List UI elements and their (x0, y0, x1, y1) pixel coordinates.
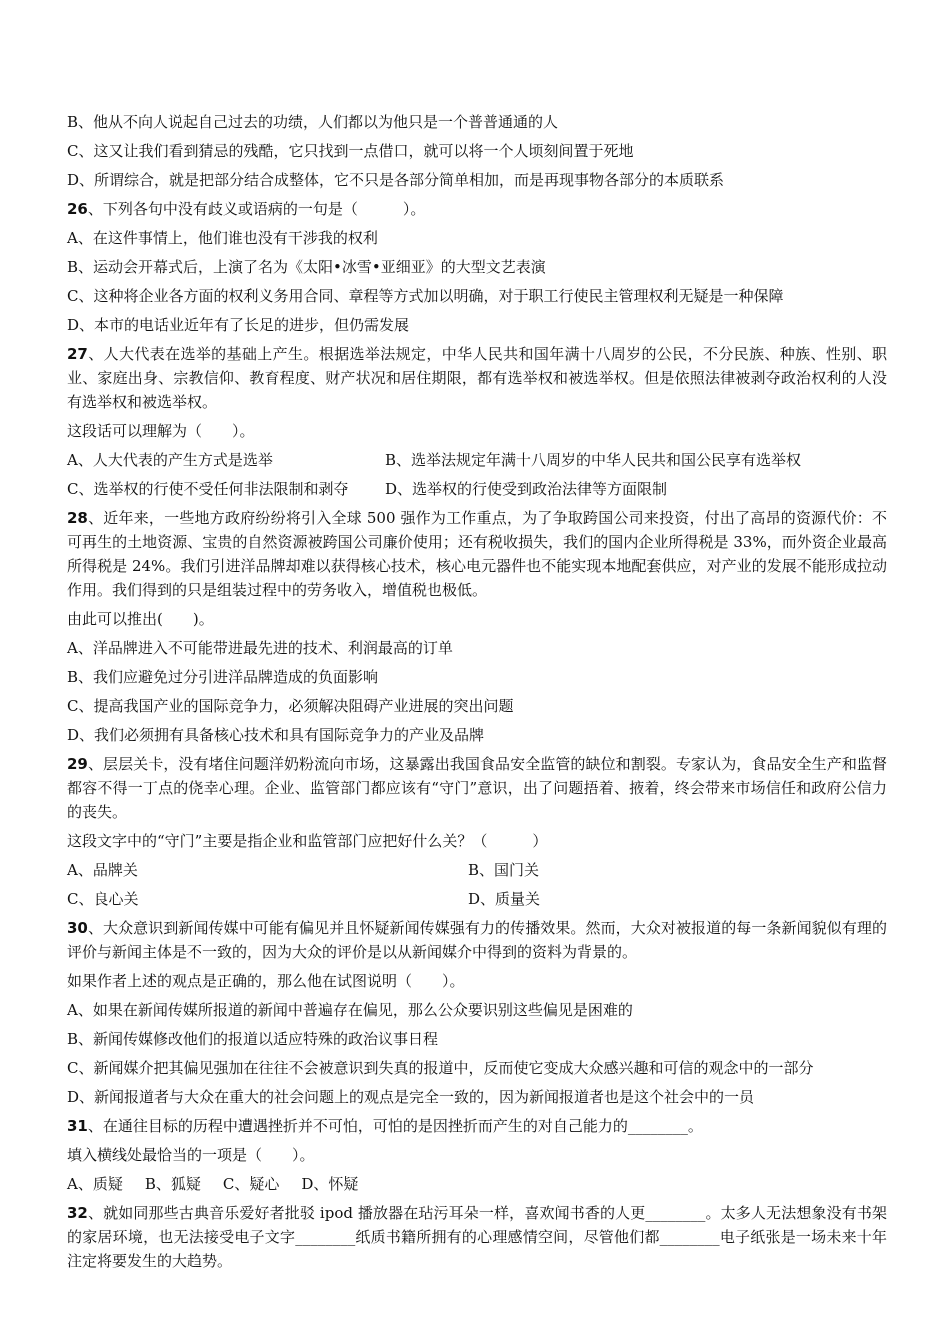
document-page (67, 108, 887, 1276)
question-text: 、大众意识到新闻传媒中可能有偏见并且怀疑新闻传媒强有力的传播效果。然而，大众对被报道的每一条新闻貌似有理的评价与新闻主体是不一致的，因为大众的评价是以从新闻媒介中得到的资料为背景的。 (67, 919, 887, 961)
question-27-stem (67, 340, 887, 417)
question-text: 、近年来，一些地方政府纷纷将引入全球 500 强作为工作重点，为了争取跨国公司来投资，付出了高昂的资源代价：不可再生的土地资源、宝贵的自然资源被跨国公司廉价使用；还有税收损失，我们的国内企业所得税是 33%，而外资企业最高所得税是 24%。我们引进洋品牌却难以获得核心技术，核心电元器件也不能实现本地配套供应，对产业的发展不能形成拉动作用。我们得到的只是组装过程中的劳务收入，增值税也极低。 (67, 509, 887, 599)
question-number: 32 (67, 1204, 88, 1222)
option-b: B、我们应避免过分引进洋品牌造成的负面影响 (67, 668, 379, 686)
option-d: D、质量关 (468, 890, 541, 908)
option-row (67, 446, 887, 475)
question-32-stem (67, 1199, 887, 1276)
question-text: 、下列各句中没有歧义或语病的一句是（ ）。 (87, 200, 426, 218)
option-b: B、运动会开幕式后，上演了名为《太阳•冰雪•亚细亚》的大型文艺表演 (67, 258, 546, 276)
option-b: B、狐疑 (144, 1175, 201, 1193)
question-29-stem (67, 750, 887, 827)
option-d: D、选举权的行使受到政治法律等方面限制 (385, 480, 668, 498)
option-row (67, 885, 887, 914)
option-b: B、他从不向人说起自己过去的功绩，人们都以为他只是一个普普通通的人 (67, 113, 559, 131)
question-number: 26 (67, 200, 88, 218)
option-row (67, 1170, 887, 1199)
option-b: B、选举法规定年满十八周岁的中华人民共和国公民享有选举权 (385, 451, 802, 469)
question-text: 、在通往目标的历程中遭遇挫折并不可怕，可怕的是因挫折而产生的对自己能力的________。 (87, 1117, 703, 1135)
option-d: D、我们必须拥有具备核心技术和具有国际竞争力的产业及品牌 (67, 726, 485, 744)
question-text: 、就如同那些古典音乐爱好者批驳 ipod 播放器在玷污耳朵一样，喜欢闻书香的人更________。太多人无法想象没有书架的家居环境，也无法接受电子文字________纸质书籍所拥有的心理感情空间，尽管他们都________电子纸张是一场未来十年注定将要发生的大趋势。 (67, 1204, 887, 1270)
question-31-stem (67, 1112, 887, 1141)
question-number: 30 (67, 919, 88, 937)
question-prompt: 填入横线处最恰当的一项是（ ）。 (67, 1146, 315, 1164)
option-c: C、疑心 (222, 1175, 280, 1193)
question-prompt: 这段文字中的“守门”主要是指企业和监管部门应把好什么关？（ ） (67, 832, 548, 850)
option-a: A、如果在新闻传媒所报道的新闻中普遍存在偏见，那么公众要识别这些偏见是困难的 (67, 1001, 633, 1019)
option-a: A、人大代表的产生方式是选举 (67, 451, 273, 469)
option-c: C、良心关 (67, 890, 139, 908)
option-c: C、这种将企业各方面的权利义务用合同、章程等方式加以明确，对于职工行使民主管理权利无疑是一种保障 (67, 287, 784, 305)
option-row (67, 856, 887, 885)
question-text: 、人大代表在选举的基础上产生。根据选举法规定，中华人民共和国年满十八周岁的公民，不分民族、种族、性别、职业、家庭出身、宗教信仰、教育程度、财产状况和居住期限，都有选举权和被选举权。但是依照法律被剥夺政治权利的人没有选举权和被选举权。 (67, 345, 887, 411)
option-a: A、在这件事情上，他们谁也没有干涉我的权利 (67, 229, 378, 247)
question-number: 31 (67, 1117, 88, 1135)
option-c: C、新闻媒介把其偏见强加在往往不会被意识到失真的报道中，反而使它变成大众感兴趣和可信的观念中的一部分 (67, 1059, 814, 1077)
option-d: D、所谓综合，就是把部分结合成整体，它不只是各部分简单相加，而是再现事物各部分的本质联系 (67, 171, 725, 189)
option-a: A、质疑 (67, 1175, 123, 1193)
question-30-stem (67, 914, 887, 967)
option-c: C、选举权的行使不受任何非法限制和剥夺 (67, 480, 349, 498)
option-a: A、品牌关 (67, 861, 138, 879)
option-b: B、国门关 (468, 861, 540, 879)
question-prompt: 由此可以推出( )。 (67, 610, 214, 628)
question-text: 、层层关卡，没有堵住问题洋奶粉流向市场，这暴露出我国食品安全监管的缺位和割裂。专家认为，食品安全生产和监督都容不得一丁点的侥幸心理。企业、监管部门都应该有“守门”意识，出了问题捂着、掖着，终会带来市场信任和政府公信力的丧失。 (67, 755, 887, 821)
option-row (67, 475, 887, 504)
option-b: B、新闻传媒修改他们的报道以适应特殊的政治议事日程 (67, 1030, 439, 1048)
question-28-stem (67, 504, 887, 605)
option-d: D、怀疑 (301, 1175, 359, 1193)
option-c: C、提高我国产业的国际竞争力，必须解决阻碍产业进展的突出问题 (67, 697, 514, 715)
question-prompt: 如果作者上述的观点是正确的，那么他在试图说明（ ）。 (67, 972, 465, 990)
question-number: 29 (67, 755, 88, 773)
option-a: A、洋品牌进入不可能带进最先进的技术、利润最高的订单 (67, 639, 453, 657)
question-prompt: 这段话可以理解为（ ）。 (67, 422, 255, 440)
option-d: D、本市的电话业近年有了长足的进步，但仍需发展 (67, 316, 410, 334)
question-number: 27 (67, 345, 88, 363)
question-26-stem (67, 195, 887, 224)
option-c: C、这又让我们看到猜忌的残酷，它只找到一点借口，就可以将一个人顷刻间置于死地 (67, 142, 634, 160)
question-number: 28 (67, 509, 88, 527)
option-d: D、新闻报道者与大众在重大的社会问题上的观点是完全一致的，因为新闻报道者也是这个社会中的一员 (67, 1088, 755, 1106)
